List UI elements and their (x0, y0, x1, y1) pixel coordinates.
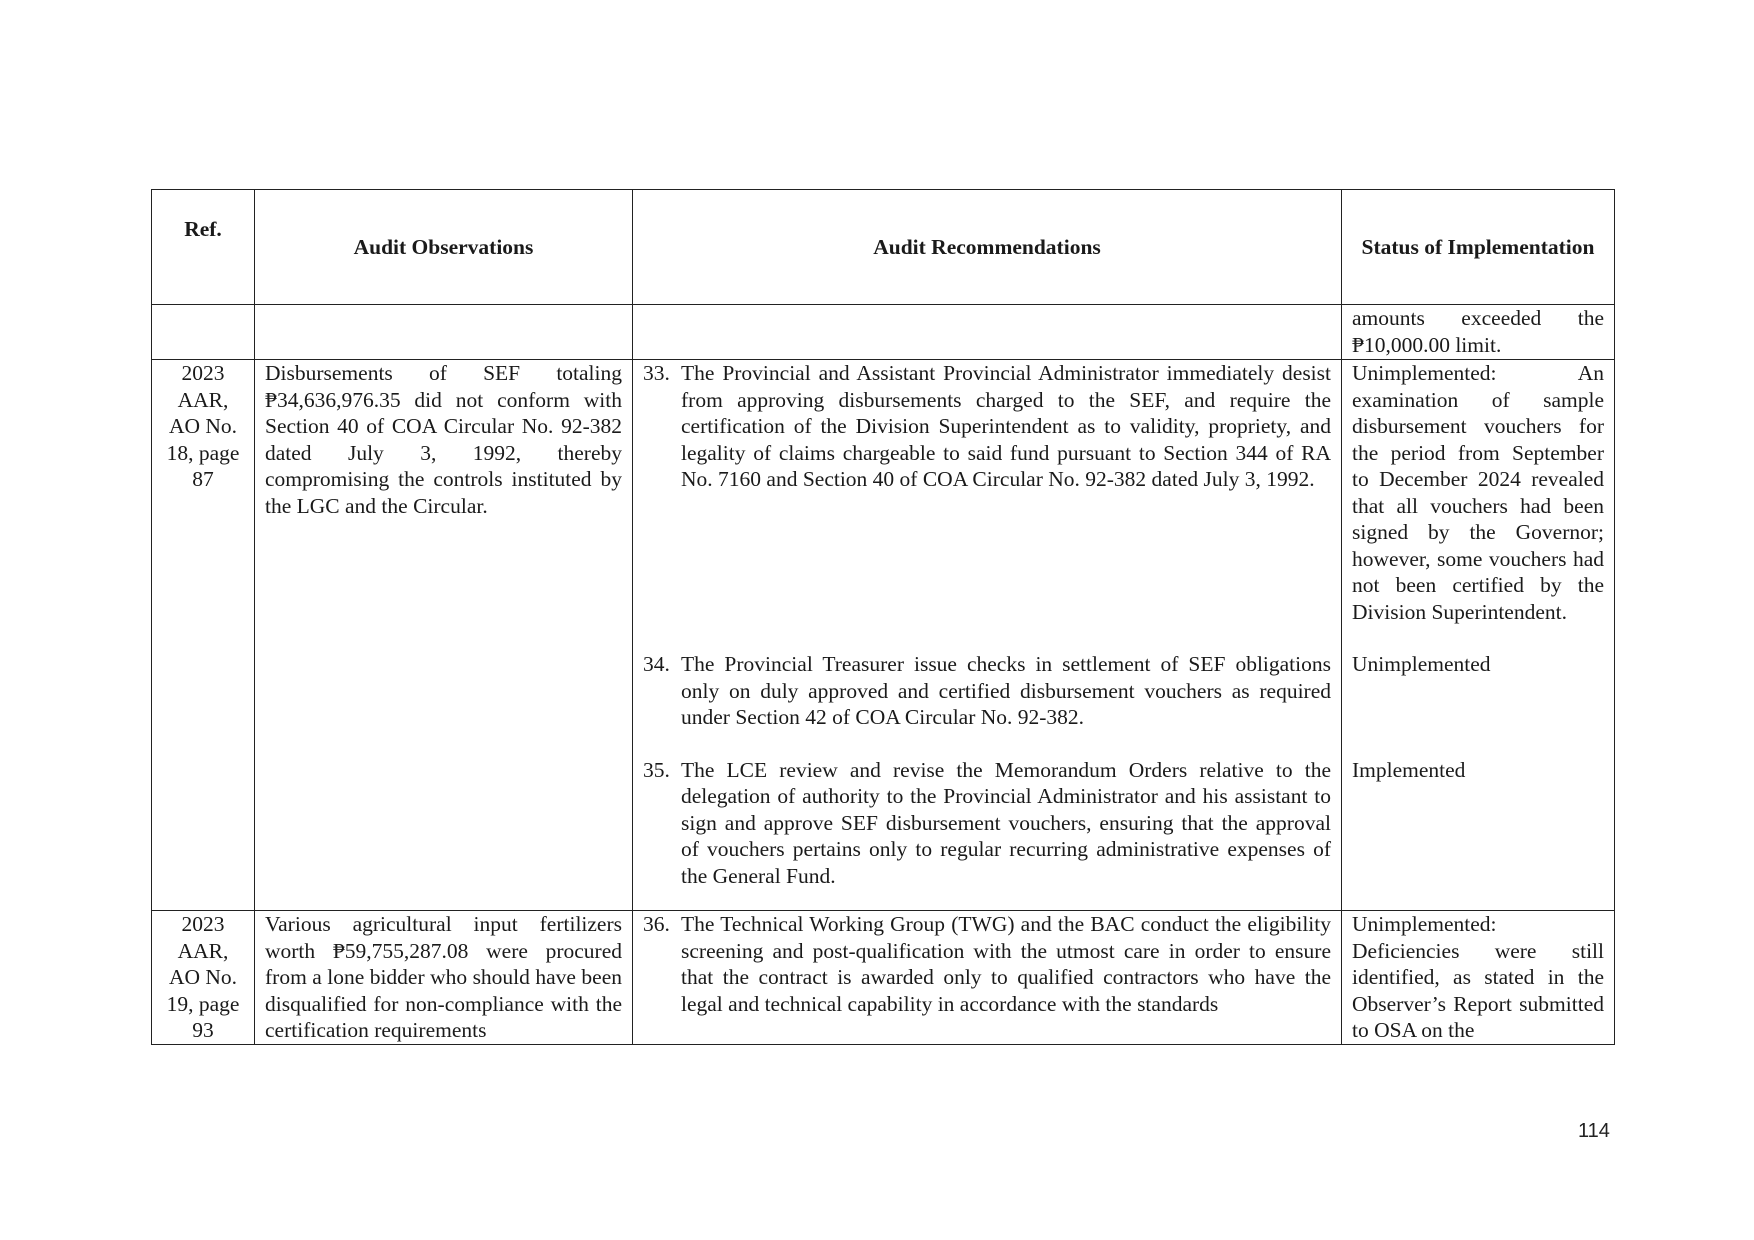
status-label: Unimplemented: (1352, 912, 1497, 936)
page-number: 114 (1578, 1120, 1610, 1142)
ref-line: AAR, (177, 387, 229, 412)
ref-line: 93 (192, 1018, 214, 1042)
cell-observation-ao-18: Disbursements of SEF totaling ₱34,636,976.35 did not conform with Section 40 of COA Circular No. 92-382 dated July 3, 1992, thereby compromising the controls instituted by the LGC and the Circular. (255, 360, 633, 911)
ref-line: 19, page (166, 991, 240, 1016)
cell-status-36 (1342, 911, 1615, 1045)
cell-status-35 (1342, 757, 1615, 911)
cell-observation-empty (255, 305, 633, 360)
ref-line: AAR, (177, 938, 229, 963)
recommendation-number: 33. (643, 361, 670, 385)
header-ref: Ref. (152, 190, 255, 305)
ref-line: 18, page (166, 440, 240, 465)
recommendation-text: The Provincial and Assistant Provincial Administrator immediately desist from approving disbursements charged to the SEF, and require the certification of the Division Superintendent as to validity, propriety, and legality of claims chargeable to said fund pursuant to Section 344 of RA No. 7160 and Section 40 of COA Circular No. 92-382 dated July 3, 1992. (681, 361, 1331, 491)
cell-recommendation-empty (633, 305, 1342, 360)
audit-status-table (151, 189, 1615, 1045)
header-audit-recommendations: Audit Recommendations (633, 190, 1342, 305)
recommendation-item (643, 651, 1331, 731)
ref-line: 87 (192, 467, 214, 491)
recommendation-text: The LCE review and revise the Memorandum Orders relative to the delegation of authority to the Provincial Administrator and his assistant to sign and approve SEF disbursement vouchers, ensuring that the approval of vouchers pertains only to regular recurring administrative expenses of the General Fund. (681, 757, 1331, 888)
cell-status-continued (1342, 305, 1615, 360)
recommendation-number: 35. (643, 757, 670, 782)
recommendation-item (643, 911, 1331, 1017)
recommendation-number: 36. (643, 912, 670, 936)
ref-line: 2023 (181, 912, 225, 936)
table-header-row (152, 190, 1615, 305)
status-continued-line-2: ₱10,000.00 limit. (1352, 332, 1502, 357)
ref-line: 2023 (181, 361, 225, 385)
recommendation-item (643, 360, 1331, 493)
cell-recommendation-33 (633, 360, 1342, 652)
status-continued-line-1: amounts exceeded the (1352, 306, 1604, 330)
status-text: Implemented (1352, 757, 1466, 782)
cell-status-33 (1342, 360, 1615, 652)
cell-recommendation-34 (633, 651, 1342, 757)
status-text: Unimplemented: An examination of sample disbursement vouchers for the period from September to December 2024 revealed that all vouchers had been signed by the Governor; however, some vouchers had not been certified by the Division Superintendent. (1352, 361, 1604, 624)
status-text: Unimplemented (1352, 652, 1491, 676)
ref-line: AO No. (168, 965, 238, 989)
header-audit-observations: Audit Observations (255, 190, 633, 305)
cell-ref-ao-18 (152, 360, 255, 911)
ref-line: AO No. (168, 414, 238, 438)
header-status-of-implementation: Status of Implementation (1342, 190, 1615, 305)
cell-ref-ao-19 (152, 911, 255, 1045)
table-row-continued (152, 305, 1615, 360)
table-row-ao-19-rec-36 (152, 911, 1615, 1045)
recommendation-text: The Technical Working Group (TWG) and the BAC conduct the eligibility screening and post-qualification with the utmost care in order to ensure that the contract is awarded only to qualified contractors who have the legal and technical capability in accordance with the standards (681, 912, 1331, 1016)
cell-recommendation-35 (633, 757, 1342, 911)
cell-observation-ao-19: Various agricultural input fertilizers worth ₱59,755,287.08 were procured from a lone bidder who should have been disqualified for non-compliance with the certification requirements (255, 911, 633, 1045)
table-row-ao-18-rec-33 (152, 360, 1615, 652)
recommendation-item (643, 757, 1331, 890)
recommendation-number: 34. (643, 652, 670, 676)
status-text: Deficiencies were still identified, as stated in the Observer’s Report submitted to OSA on the (1352, 938, 1604, 1042)
cell-recommendation-36 (633, 911, 1342, 1045)
cell-status-34 (1342, 651, 1615, 757)
recommendation-text: The Provincial Treasurer issue checks in settlement of SEF obligations only on duly approved and certified disbursement vouchers as required under Section 42 of COA Circular No. 92-382. (681, 652, 1331, 729)
cell-ref-empty (152, 305, 255, 360)
